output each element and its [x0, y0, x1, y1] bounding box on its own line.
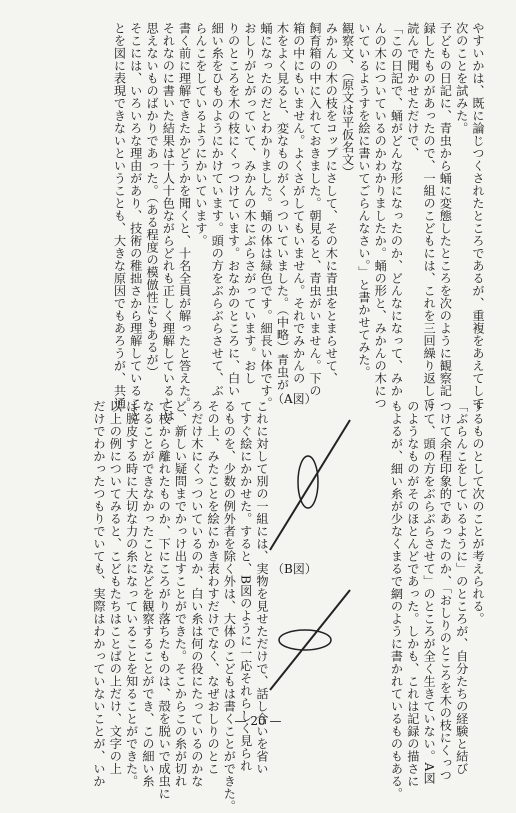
text-line: 観察文、（原文は平仮名文）	[340, 22, 355, 179]
text-line: やすいかは、既に論じつくされたところであるが、重複をあえてして	[471, 22, 485, 410]
text-line: るものを、少数の例外者を除く外は、大体のこどもは書くことができた。	[222, 400, 237, 813]
figure-a-drawing	[260, 410, 360, 560]
text-line: ど、新しい疑問までかっけ出すことができた。そこからこの糸が切れ	[173, 400, 188, 788]
text-line: 「ぶらんこをしているように」のところが、自分たちの経験と結び	[454, 400, 469, 775]
figure-b-label: （B図）	[272, 562, 317, 576]
text-line: なることができなかったことなどを観察することができ、この細い糸	[140, 400, 155, 788]
text-line: おしりがとがっていて、みかんの木にぶらさがっています。おし	[242, 22, 257, 385]
text-line: 書く前に理解できたかどうかを聞くと、十名全員が解ったと答えた。	[177, 22, 192, 410]
text-line: みかんの木の枝をコップにさして、その木に青虫をとまらせて、	[324, 22, 339, 385]
text-line: そこには、いろいろな理由があり、技術の稚拙さから理解していること	[128, 22, 143, 422]
text-line: これに対して別の一組には、実物を見せただけで、話し合いを省い	[255, 400, 269, 775]
figures	[260, 392, 360, 700]
page-number: — 20 —	[234, 714, 282, 728]
text-line: 「この日記で、蛹がどんな形になったのか、どんなになって、みか	[389, 22, 404, 397]
text-line: 子どもの日記に、青虫から蛹に変態したところを次のように観察記	[438, 22, 453, 397]
figure-a-label: （A図）	[272, 392, 317, 406]
text-line: けて、頭の方をぶらぶらさせて」のところが全く生きていない。A図	[422, 400, 437, 785]
text-line: 飼育箱の中に入れておきました。朝見ると、青虫がいません。下の	[308, 22, 323, 397]
figure-b-drawing	[260, 580, 360, 700]
text-line: 蛹になったのだとわかりました。蛹の体は緑色です。細長い体です。	[259, 22, 274, 410]
text-line: するものとして次のことが考えられる。	[471, 400, 485, 625]
text-line: 録したものがあったので、一組のこどもには、これを三回繰り返して	[422, 22, 437, 410]
text-line: のようなものがそのほとんどであった。しかも、これは記録の描さに	[405, 400, 420, 788]
text-line: その上、みたことを絵にかき表わすだけでなく、なぜおしりのとこ	[206, 400, 221, 775]
text-line: 思えないものばかりであった。（ある程度の模倣性にもあるが）	[145, 22, 160, 379]
text-line: らんこをしているようにかいています。	[193, 22, 208, 247]
text-line: だけでわかったつもりでいても、実際はわかっていないことが、いか	[92, 400, 107, 788]
text-line: つけて余程印象的であったのか、「おしりのところを木の枝にくっつ	[438, 400, 453, 782]
text-line: 木をよく見ると、変なものがくっついていました。（中略）青虫が	[275, 22, 290, 391]
text-line: それなのに書いた結果は十人十色ながらどれも正しく理解しているとは	[161, 22, 176, 422]
text-line: 箱の中にもいません。よくさがしてもいません。それでみかんの	[291, 22, 306, 385]
text-line: とを図に表現できないということも、大きな原因でもあろうが、共通	[112, 22, 127, 410]
text-line: は脱皮する時に大切な力の糸になっていることを知ることができた。	[124, 400, 139, 788]
text-line: んの木についているのかわかりましたか。蛹の形と、みかんの木につ	[373, 22, 388, 410]
text-line: て枝から離れたものか、下にころがり落ちたものは、殻を脱いで成虫に	[157, 400, 172, 800]
text-line: ろだけ木にくっついているのか、白い糸は何の役にたっているのかな	[189, 400, 204, 788]
text-line: 細い糸をひものようにかけています。頭の方をぶらぶらさせて、ぶ	[210, 22, 225, 397]
text-line: りのところを木の枝にくっつけています。おなかのところに、白い	[226, 22, 241, 397]
text-line: 読んで聞かせただけで、	[405, 22, 420, 160]
text-line: てすぐ絵にかかせた。すると、B図のように一応それらしく見られ	[238, 400, 253, 772]
text-line: もよるが、細い糸が少なくまるで網のように書かれているものもある。	[389, 400, 404, 800]
text-line: いているようすを絵に書いてごらんなさい。」と書かせてみた。	[356, 22, 371, 379]
text-line: 次のことを試みた。	[454, 22, 469, 135]
text-line: 以上の例についてみると、こどもたちはことばの上だけ、文字の上	[108, 400, 123, 775]
